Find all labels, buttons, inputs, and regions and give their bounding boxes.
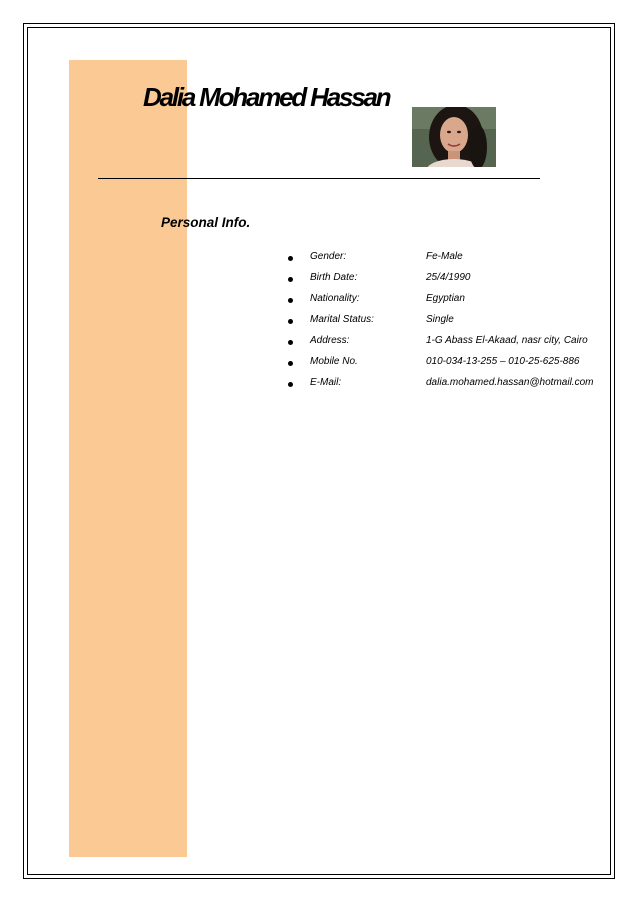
info-value: 1-G Abass El-Akaad, nasr city, Cairo: [426, 335, 588, 346]
header-divider-line: [98, 178, 540, 179]
decorative-sidebar-bar: [69, 60, 187, 857]
bullet-icon: [288, 319, 293, 324]
section-title-personal-info: Personal Info.: [161, 215, 251, 230]
profile-photo: [412, 107, 496, 167]
info-value: dalia.mohamed.hassan@hotmail.com: [426, 377, 594, 388]
profile-photo-image: [412, 107, 496, 167]
info-label: Birth Date:: [310, 272, 358, 283]
info-value: 010-034-13-255 – 010-25-625-886: [426, 356, 580, 367]
cv-name-heading: Dalia Mohamed Hassan: [143, 82, 390, 112]
bullet-icon: [288, 277, 293, 282]
info-value: 25/4/1990: [426, 272, 471, 283]
info-label: Address:: [310, 335, 350, 346]
info-label: Mobile No.: [310, 356, 358, 367]
info-label: E-Mail:: [310, 377, 342, 388]
info-label: Gender:: [310, 251, 347, 262]
bullet-icon: [288, 298, 293, 303]
bullet-icon: [288, 361, 293, 366]
info-label: Marital Status:: [310, 314, 374, 325]
info-value: Single: [426, 314, 454, 325]
bullet-icon: [288, 382, 293, 387]
info-label: Nationality:: [310, 293, 360, 304]
info-value: Egyptian: [426, 293, 465, 304]
bullet-icon: [288, 340, 293, 345]
bullet-icon: [288, 256, 293, 261]
info-value: Fe-Male: [426, 251, 463, 262]
